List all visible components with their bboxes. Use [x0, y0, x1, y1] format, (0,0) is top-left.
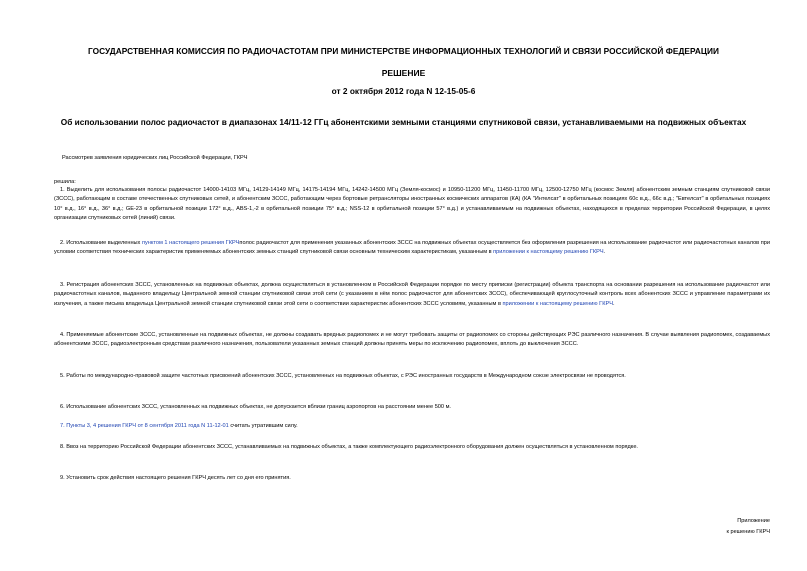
- item-3: 3. Регистрация абонентских ЗССС, установленных на подвижных объектах, должна осуществляться в установленном в Российской Федерации порядке по месту приписки (регистрации) объекта транспорта на основании разрешения на использование радиочастот или радиочастотных каналов, выданного владельцу Центральной земной станции спутниковой связи этой сети (с указанием в нём полос радиочастот для абонентских ЗССС), обеспечивающей круглосуточный контроль всех абонентских ЗССС и управление параметрами их излучения, а также письма владельца Центральной земной станции спутниковой связи этой сети о соответствии характеристик абонентских ЗССС условиям, указанным в приложении к настоящему решению ГКРЧ.: [54, 282, 770, 307]
- item-9: 9. Установить срок действия настоящего решения ГКРЧ десять лет со дня его принятия.: [60, 475, 291, 481]
- link-item-1[interactable]: пунктом 1 настоящего решения ГКРЧ: [141, 240, 240, 246]
- appendix-reference: к решению ГКРЧ: [726, 529, 770, 535]
- preamble: Рассмотрев заявления юридических лиц Российской Федерации, ГКРЧ: [62, 155, 248, 161]
- item-4: 4. Применяемые абонентские ЗССС, установленные на подвижных объектах, не должны создавать вредных радиопомех и не могут требовать защиты от радиопомех со стороны действующих РЭС различного назначения. В случае выявления радиопомех, создаваемых абонентскими ЗССС, радиоэлектронным средствам различного назначения, пользователи указанных земных станций должны принять меры по исключению радиопомех, вплоть до выключения ЗССС.: [54, 332, 770, 348]
- link-previous-decision[interactable]: 7. Пункты 3, 4 решения ГКРЧ от 8 сентября 2011 года N 11-12-01: [60, 423, 229, 429]
- item-6: 6. Использование абонентских ЗССС, установленных на подвижных объектах, не допускается вблизи границ аэропортов на расстоянии менее 500 м.: [60, 404, 451, 410]
- appendix-label: Приложение: [737, 518, 770, 524]
- link-appendix[interactable]: приложении к настоящему решению ГКРЧ: [493, 249, 604, 256]
- item-5: 5. Работы по международно-правовой защите частотных присвоений абонентских ЗССС, установленных на подвижных объектах, с РЭС иностранных государств в Международном союзе электросвязи не проводятся.: [60, 373, 626, 379]
- document-subject: Об использовании полос радиочастот в диапазонах 14/11-12 ГГц абонентскими земными станциями спутниковой связи, устанавливаемыми на подвижных объектах: [60, 117, 747, 127]
- resolved-label: решила:: [54, 179, 76, 185]
- document-type: РЕШЕНИЕ: [381, 68, 426, 78]
- item-8: 8. Ввоз на территорию Российской Федерации абонентских ЗССС, устанавливаемых на подвижных объектах, а также комплектующего радиоэлектронного оборудования должен осуществляться в установленном порядке.: [60, 444, 638, 450]
- item-1: 1. Выделить для использования полосы радиочастот 14000-14103 МГц, 14129-14149 МГц, 14175-14194 МГц, 14242-14500 МГц (Земля-космос) и 10950-11200 МГц, 11450-11700 МГц, 12500-12750 МГц (космос Земля) абонентским земным станциям спутниковой связи (ЗССС), работающим в составе отечественных спутниковых сетей, и абонентским ЗССС, работающим через бортовые ретрансляторы иностранных космических аппаратов (КА) (КА "Интелсат" в орбитальных позициях 60с в.д., 66с в.д.; "Евтелсат" в орбитальных позициях 10° в.д., 16° в.д., 36° в.д.; GE-23 в орбитальной позиции 172° в.д., ABS-1,-2 в орбитальной позиции 75° в.д.; NSS-12 в орбитальной позиции 57° в.д.) и устанавливаемым на подвижных объектах, находящихся в пределах территории Российской Федерации, в целях организации спутниковых сетей (линий) связи.: [54, 187, 770, 221]
- document-date-number: от 2 октября 2012 года N 12-15-05-6: [331, 86, 476, 96]
- item-7: 7. Пункты 3, 4 решения ГКРЧ от 8 сентября 2011 года N 11-12-01 считать утратившим силу.: [60, 423, 298, 429]
- item-2: 2. Использование выделенных пунктом 1 настоящего решения ГКРЧполос радиочастот для применения указанных абонентских ЗССС на подвижных объектах осуществляется без оформления разрешения на использование радиочастот или радиочастотных каналов при условии соответствия технических характеристик применяемых абонентских земных станций спутниковой связи основным техническим характеристикам, указанным в приложении к настоящему решению ГКРЧ.: [54, 240, 770, 256]
- link-appendix[interactable]: приложении к настоящему решению ГКРЧ: [502, 300, 613, 307]
- organization-heading: ГОСУДАРСТВЕННАЯ КОМИССИЯ ПО РАДИОЧАСТОТАМ ПРИ МИНИСТЕРСТВЕ ИНФОРМАЦИОННЫХ ТЕХНОЛОГИЙ И СВЯЗИ РОССИЙСКОЙ ФЕДЕРАЦИИ: [87, 46, 720, 56]
